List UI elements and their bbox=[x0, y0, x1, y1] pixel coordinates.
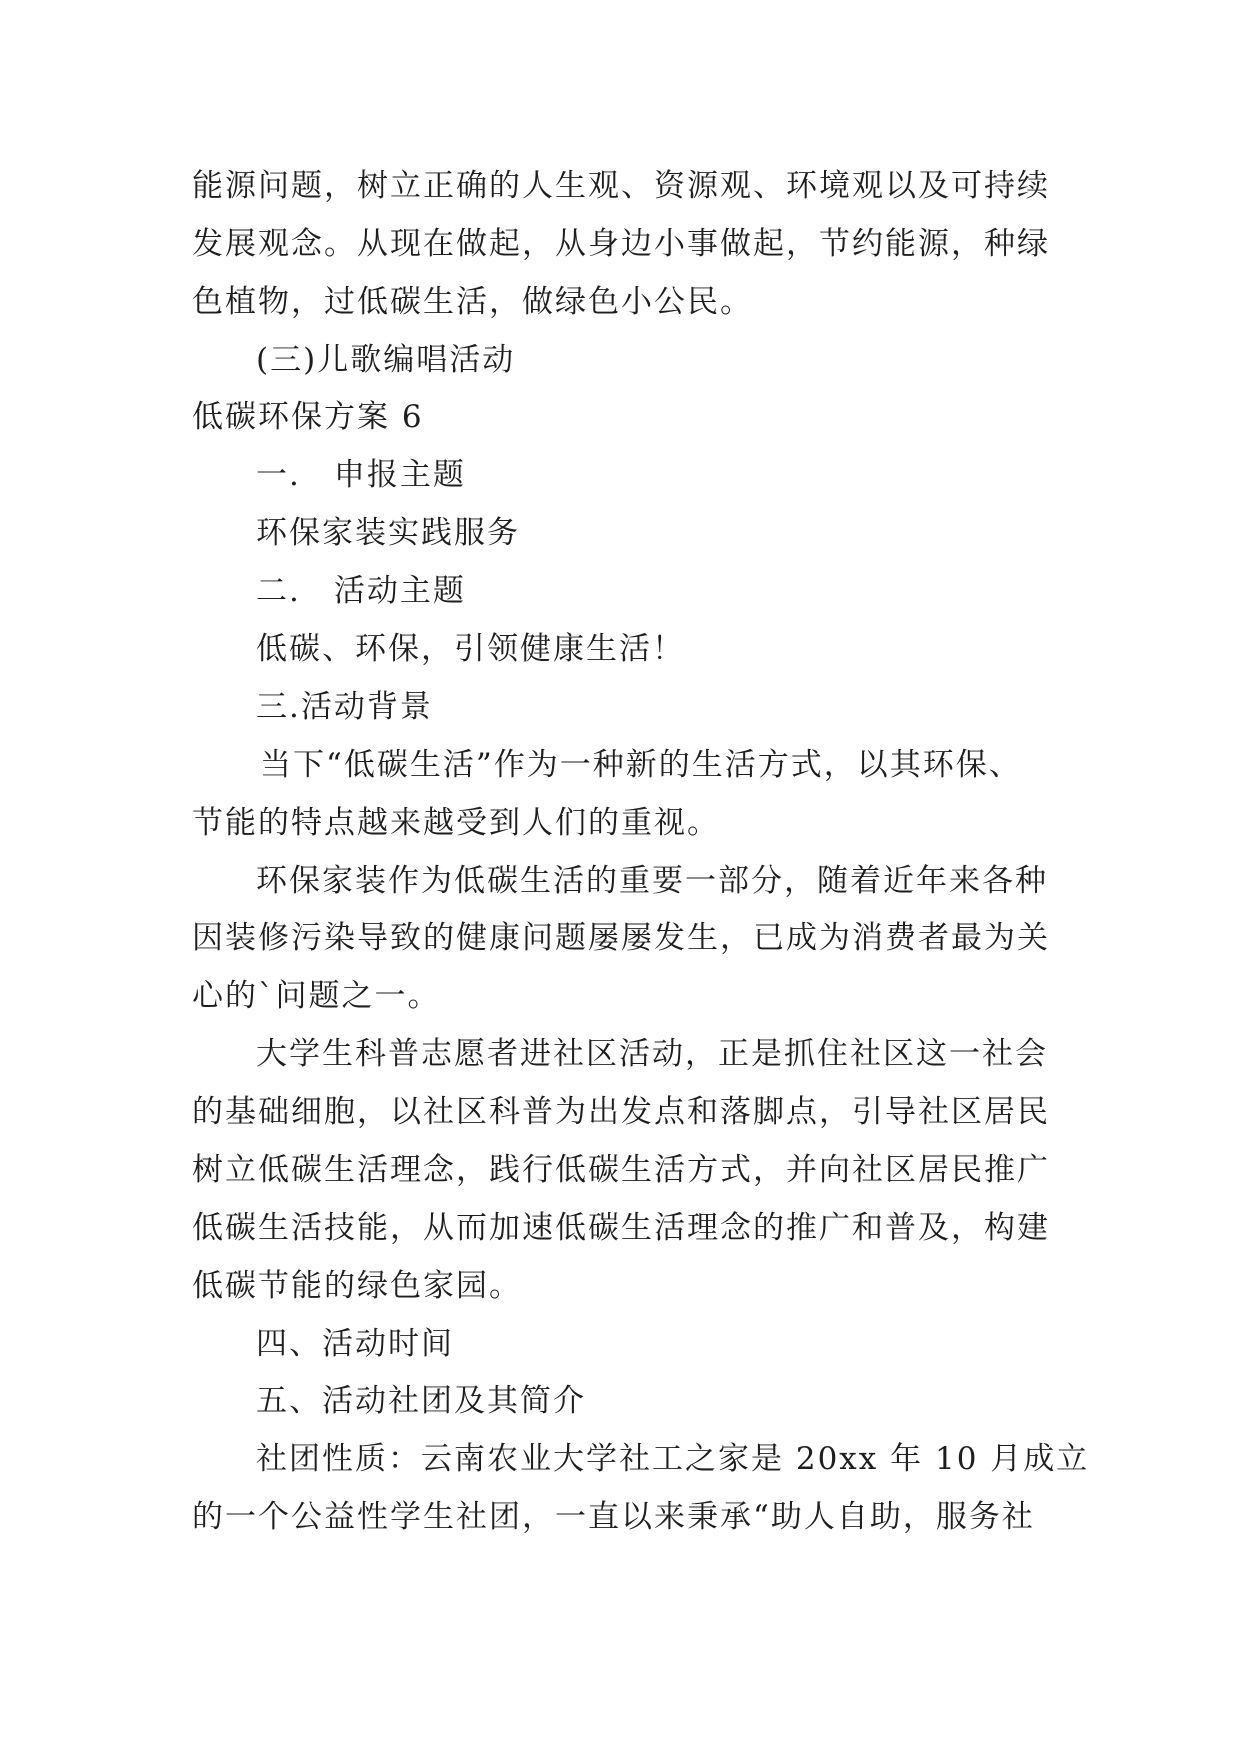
text-line: 低碳节能的绿色家园。 bbox=[192, 1268, 522, 1304]
text-line: 当下“低碳生活”作为一种新的生活方式，以其环保、 bbox=[260, 747, 1022, 783]
text-line: 低碳生活技能，从而加速低碳生活理念的推广和普及，构建 bbox=[192, 1210, 1050, 1246]
text-line: 低碳、环保，引领健康生活！ bbox=[256, 631, 685, 667]
text-line: 能源问题，树立正确的人生观、资源观、环境观以及可持续 bbox=[192, 168, 1050, 204]
text-line: 色植物，过低碳生活，做绿色小公民。 bbox=[192, 284, 753, 320]
text-line: 因装修污染导致的健康问题屡屡发生，已成为消费者最为关 bbox=[192, 920, 1050, 956]
document-title: 低碳环保方案 6 bbox=[192, 399, 424, 435]
text-line: 环保家装作为低碳生活的重要一部分，随着近年来各种 bbox=[256, 863, 1048, 899]
section-heading: 三.活动背景 bbox=[256, 689, 433, 725]
section-heading: 五、活动社团及其简介 bbox=[256, 1383, 586, 1419]
text-line: 节能的特点越来越受到人们的重视。 bbox=[192, 805, 720, 841]
text-line: 发展观念。从现在做起，从身边小事做起，节约能源，种绿 bbox=[192, 226, 1050, 262]
text-line: 环保家装实践服务 bbox=[256, 515, 520, 551]
section-heading: (三)儿歌编唱活动 bbox=[256, 342, 516, 378]
text-line: 大学生科普志愿者进社区活动，正是抓住社区这一社会 bbox=[256, 1036, 1048, 1072]
section-heading: 一. 申报主题 bbox=[256, 457, 466, 493]
text-line: 心的`问题之一。 bbox=[192, 978, 441, 1014]
section-heading: 四、活动时间 bbox=[256, 1326, 454, 1362]
text-line: 的一个公益性学生社团，一直以来秉承“助人自助，服务社 bbox=[192, 1499, 1035, 1535]
section-heading: 二. 活动主题 bbox=[256, 573, 466, 609]
text-line: 社团性质：云南农业大学社工之家是 20xx 年 10 月成立 bbox=[256, 1441, 1090, 1477]
text-line: 的基础细胞，以社区科普为出发点和落脚点，引导社区居民 bbox=[192, 1094, 1050, 1130]
text-line: 树立低碳生活理念，践行低碳生活方式，并向社区居民推广 bbox=[192, 1152, 1050, 1188]
